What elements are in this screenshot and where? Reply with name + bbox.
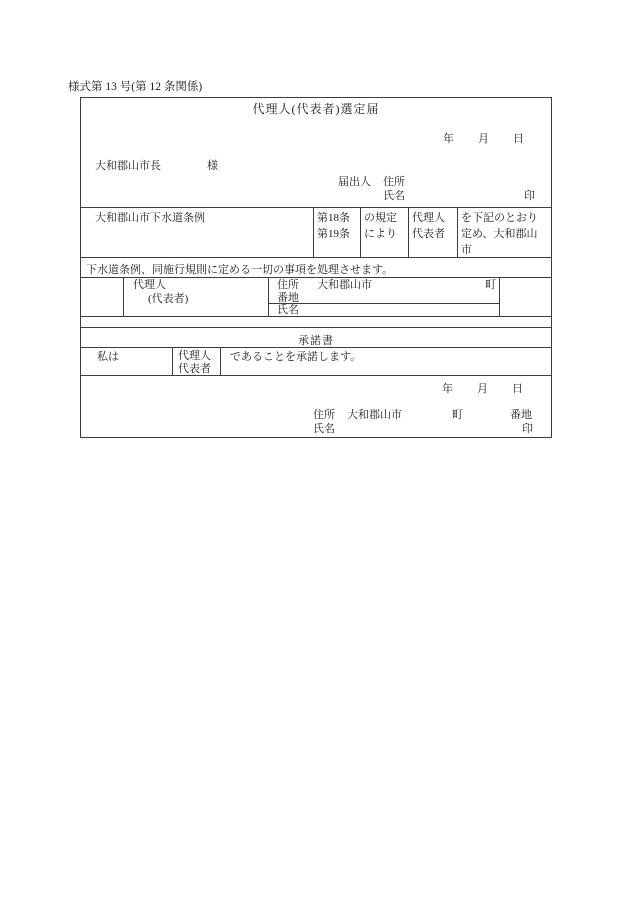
notifier-address-label: 住所 xyxy=(383,176,405,188)
notifier-seal-label: 印 xyxy=(524,190,535,202)
consent-address-label: 住所 xyxy=(313,409,335,421)
consent-city-label: 大和郡山市 xyxy=(347,409,402,421)
statement-line3: 市 xyxy=(461,244,472,256)
provision-line1: の規定 xyxy=(364,212,397,224)
consent-month-label: 月 xyxy=(477,383,488,395)
form-title: 代理人(代表者)選定届 xyxy=(252,102,380,116)
consent-year-label: 年 xyxy=(442,383,453,395)
ordinance-name: 大和郡山市下水道条例 xyxy=(95,212,205,224)
agent-label: 代理人 xyxy=(133,279,166,291)
statement-line1: を下記のとおり xyxy=(461,212,538,224)
header-section xyxy=(81,98,551,208)
agent-lot-label: 番地 xyxy=(277,292,299,304)
agent-type-line2: 代表者 xyxy=(412,228,445,240)
consent-agent-cell xyxy=(172,348,220,376)
provision-cell xyxy=(360,208,408,258)
consent-title: 承諾書 xyxy=(298,335,334,347)
agent-name-subcell xyxy=(269,303,499,317)
form-number: 様式第 13 号(第 12 条関係) xyxy=(68,81,203,93)
article-18: 第18条 xyxy=(317,212,350,224)
consent-name-label: 氏名 xyxy=(313,423,335,435)
consent-statement-row xyxy=(81,347,551,376)
agent-address-label: 住所 xyxy=(277,279,299,291)
month-label: 月 xyxy=(478,133,489,145)
agent-type-line1: 代理人 xyxy=(412,212,445,224)
agent-right-blank-cell xyxy=(499,278,551,317)
agent-detail-row xyxy=(81,277,551,317)
consent-day-label: 日 xyxy=(512,383,523,395)
ordinance-row xyxy=(81,207,551,258)
consent-title-row xyxy=(81,327,551,348)
articles-cell xyxy=(313,208,360,258)
consent-subject-cell xyxy=(81,348,172,376)
consent-lot-label: 番地 xyxy=(510,409,532,421)
year-label: 年 xyxy=(443,133,454,145)
delegation-sentence: 下水道条例、同施行規則に定める一切の事項を処理させます。 xyxy=(86,264,394,276)
day-label: 日 xyxy=(513,133,524,145)
agent-left-blank-cell xyxy=(81,278,123,317)
consent-agent-line1: 代理人 xyxy=(178,350,211,362)
agent-sub-label: (代表者) xyxy=(148,293,189,305)
consent-agent-line2: 代表者 xyxy=(178,363,211,375)
agent-type-cell xyxy=(408,208,457,258)
statement-line2: 定め、大和郡山 xyxy=(461,228,538,240)
article-19: 第19条 xyxy=(317,228,350,240)
consent-statement: であることを承諾します。 xyxy=(230,351,362,363)
agent-address-subcell xyxy=(269,278,499,303)
delegation-row xyxy=(81,257,551,278)
form-table xyxy=(80,97,552,438)
statement-cell xyxy=(457,208,551,258)
ordinance-cell xyxy=(81,208,313,258)
agent-label-cell xyxy=(123,278,268,317)
consent-signature-section xyxy=(81,375,551,437)
agent-name-label: 氏名 xyxy=(277,304,299,316)
consent-statement-cell xyxy=(220,348,551,376)
consent-subject: 私は xyxy=(97,351,119,363)
agent-city-label: 大和郡山市 xyxy=(317,279,372,291)
consent-date-row xyxy=(442,380,523,396)
notifier-name-label: 氏名 xyxy=(383,190,405,202)
honorific-label: 様 xyxy=(207,160,218,172)
agent-town-label: 町 xyxy=(485,279,496,291)
provision-line2: により xyxy=(364,228,397,240)
consent-town-label: 町 xyxy=(452,409,463,421)
mayor-label: 大和郡山市長 xyxy=(95,160,161,172)
header-date-row xyxy=(443,130,524,146)
consent-seal-label: 印 xyxy=(522,423,533,435)
notifier-label: 届出人 xyxy=(338,176,371,188)
agent-address-name-cell xyxy=(268,278,499,317)
